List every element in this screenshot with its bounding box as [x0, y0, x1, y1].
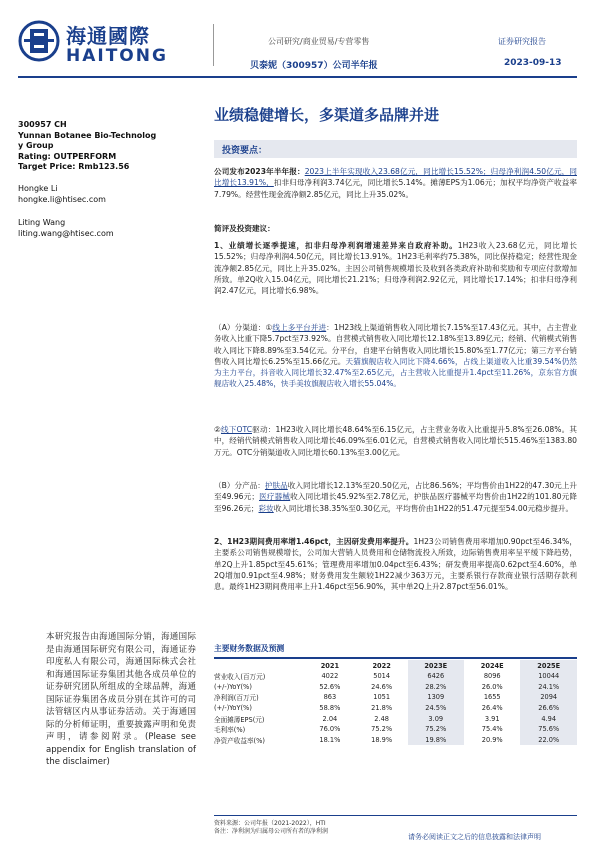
table-header-cell: 2024E	[480, 661, 504, 670]
underlined-text: 护肤品	[264, 481, 288, 490]
paragraph-results-summary	[214, 166, 577, 200]
disclaimer-text: 本研究报告由海通国际分销，海通国际是由海通国际研究有限公司，海通证券印度私人有限公司，海通国际株式会社和海通国际证券集团其他各成员单位的证券研究团队所组成的全球品牌，海通国际证券集团各成员分别在其许可的司法管辖区内从事证券活动。关于海通国际的分析师证明，重要披露声明和免责声明，请参阅附录。(Please see appendix for English translation of the disclaimer)	[46, 632, 196, 767]
paragraph-expenses	[214, 536, 577, 592]
report-date: 2023-09-13	[504, 58, 562, 68]
logo-chinese-name: 海通國際	[66, 24, 150, 48]
table-header-cell: 2023E	[408, 660, 464, 671]
table-header-cell: 2021	[320, 661, 340, 670]
table-cell: 4.94	[520, 713, 577, 724]
table-cell: 净利润(百万元)	[214, 694, 259, 703]
table-cell: 4022	[321, 672, 339, 681]
table-cell: 19.8%	[408, 735, 464, 746]
underlined-text: 医疗器械	[259, 492, 291, 502]
body-text: 1H23公司销售费用率增加0.90pct至46.34%，主要系公司销售规模增长，公司加大营销人员费用和仓储物流投入所致，边际销售费用率呈平缓下降趋势，单2Q上升1.85pct至45.61%；管理费用率增加0.04pct至6.43%；研发费用率提高0.62pct至4.60%，单2Q增加0.91pct至4.98%；财务费用发生额较1H22减少363万元，主要系银行存款商业银行活期存款利息。最终1H23期间费用率上升1.46pct至56.90%，其中单2Q上升2.87pct至56.01%。	[214, 537, 577, 592]
ticker: 300957 CH	[18, 120, 67, 129]
section-heading: 简评及投资建议：	[214, 224, 275, 233]
company-english-name: Yunnan Botanee Bio-Technolog	[18, 131, 157, 140]
table-cell: 18.9%	[371, 735, 393, 744]
body-text: 扣非归母净利润3.74亿元，同比增长5.14%。摊薄EPS为1.06元；加权平均净资产收益率7.79%。经营性现金流净额2.85亿元，同比上升35.02%。	[214, 178, 577, 199]
haitong-logo	[18, 18, 208, 68]
table-cell: 26.6%	[520, 703, 577, 714]
table-cell: 75.2%	[371, 725, 393, 734]
table-cell: 5014	[373, 672, 391, 681]
body-text: ：1H23线上渠道销售收入同比增长7.15%至17.43亿元。其中，占主营业务收入比重下降5.7pct至73.92%。自营模式销售收入同比增长12.18%至13.89亿元；经销、代销模式销售收入同比下降8.89%至3.54亿元。分平台，自建平台销售收入同比增长15.80%至1.77亿元；第三方平台销售收入同比增长6.25%至15.66亿元。	[214, 323, 577, 366]
table-bottom-rule	[214, 815, 577, 816]
table-cell: 10044	[520, 671, 577, 682]
report-title: 业绩稳健增长，多渠道多品牌并进	[214, 106, 440, 124]
table-cell: 2094	[520, 692, 577, 703]
analyst-name: Liting Wang	[18, 218, 66, 227]
lead-text: 2、1H23期间费用率增1.46pct，主因研发费用率提升。	[214, 537, 414, 546]
report-category: 公司研究/商业贸易/专营零售	[268, 37, 370, 46]
table-cell: 全面摊薄EPS(元)	[214, 715, 265, 724]
key-points-banner	[214, 140, 577, 158]
table-cell: 52.6%	[319, 682, 341, 691]
table-note: 备注：净利润为归属母公司所有者的净利润	[214, 828, 329, 835]
table-cell: 75.2%	[408, 724, 464, 735]
body-text: 收入同比增长45.92%至2.78亿元，护肤品医疗器械平均售价由1H22的101.80元降至96.26元；	[214, 492, 577, 513]
table-source: 资料来源：公司年报（2021-2022），HTI	[214, 820, 326, 827]
table-cell: 75.6%	[520, 724, 577, 735]
lead-text: （B）分产品：	[214, 481, 265, 490]
table-row	[214, 692, 577, 703]
highlight-text: 归母净利润4.50亿元，同比增长13.91%，	[214, 167, 577, 188]
table-cell: 76.0%	[319, 725, 341, 734]
lead-text: 1、业绩增长逐季提速，扣非归母净利润增速差异来自政府补助。	[214, 241, 458, 250]
table-cell: 26.4%	[481, 704, 503, 713]
lead-text: （A）分渠道：	[214, 323, 266, 332]
logo-english-name: HAITONG	[66, 46, 168, 66]
paragraph-offline	[214, 424, 577, 458]
table-cell: 20.9%	[481, 735, 503, 744]
table-cell: 24.1%	[520, 682, 577, 693]
body-text: 收入同比增长12.13%至20.50亿元，占比86.56%；平均售价由1H22的47.30元上升至49.96元；	[214, 481, 578, 502]
table-row	[214, 724, 577, 735]
table-cell: 2.04	[322, 714, 338, 723]
table-cell: 58.8%	[319, 704, 341, 713]
table-cell: 8096	[483, 672, 501, 681]
table-cell: 21.8%	[371, 704, 393, 713]
body-text: 驱动：1H23收入同比增长48.64%至6.15亿元，占主营业务收入比重提升5.8%至26.08%。其中，经销代销模式销售收入同比增长46.09%至6.01亿元，自营模式销售收入同比增长515.46%至1383.80万元。OTC分销渠道收入同比增长60.13%至3.00亿元。	[214, 425, 577, 457]
table-cell: 24.6%	[371, 682, 393, 691]
target-price: Target Price: Rmb123.56	[18, 162, 130, 171]
circled-number: ①	[265, 323, 273, 332]
table-row	[214, 735, 577, 746]
table-cell: 营业收入(百万元)	[214, 673, 266, 682]
table-top-rule	[214, 657, 577, 659]
table-cell: 6426	[408, 671, 464, 682]
body-text: 1H23收入23.68亿元，同比增长15.52%；归母净利润4.50亿元，同比增长13.91%。1H23毛利率约75.38%，同比保持稳定；经营性现金流净额2.85亿元，同比上升35.02%。主因公司销售规模增长及收到各类政府补助和奖励和专项应付款增加所致。单2Q收入15.04亿元，同比增长21.21%；归母净利润2.92亿元，同比增长17.14%；扣非归母净利润2.47亿元，同比增长6.98%。	[214, 241, 577, 296]
footer-disclosure: 请务必阅读正文之后的信息披露和法律声明	[408, 833, 541, 841]
company-english-name-cont: y Group	[18, 141, 54, 150]
table-row	[214, 703, 577, 714]
table-cell: 净资产收益率(%)	[214, 736, 265, 745]
table-cell: 18.1%	[319, 735, 341, 744]
table-row	[214, 682, 577, 693]
table-cell: 3.09	[408, 713, 464, 724]
circled-number: ②	[214, 425, 221, 434]
table-cell: (+/-)YoY(%)	[214, 704, 252, 713]
table-cell: 1309	[408, 692, 464, 703]
table-cell: 3.91	[484, 714, 500, 723]
paragraph-channels	[214, 322, 577, 390]
table-row	[214, 713, 577, 724]
key-points-label: 投资要点：	[222, 146, 268, 156]
underlined-text: 彩妆	[258, 503, 274, 513]
table-cell: 26.0%	[481, 682, 503, 691]
highlight-text: 天猫旗舰店收入同比下降4.66%，占线上渠道收入比重39.54%仍然为主力平台，抖音收入同比增长32.47%至2.65亿元，占主营收入比重提升1.4pct至11.26%，京东官方旗舰店收入25.48%，快手美妆旗舰店收入增长55.04%。	[214, 356, 577, 389]
table-cell: 1655	[483, 693, 501, 702]
table-cell: 863	[323, 693, 337, 702]
report-type: 证券研究报告	[498, 37, 546, 46]
table-header-row	[214, 660, 577, 671]
table-header-cell: 2022	[372, 661, 391, 670]
table-row	[214, 671, 577, 682]
table-header-cell: 2025E	[520, 660, 577, 671]
analyst-email[interactable]: liting.wang@htisec.com	[18, 229, 114, 238]
table-cell: 75.4%	[481, 725, 503, 734]
highlight-text: 2023上半年实现收入23.68亿元，同比增长15.52%；	[304, 167, 491, 176]
table-cell: 24.5%	[408, 703, 464, 714]
company-line: 贝泰妮（300957）公司半年报	[250, 61, 378, 71]
analyst-name: Hongke Li	[18, 184, 58, 193]
paragraph-products	[214, 480, 577, 514]
underlined-text: 线下OTC	[220, 425, 252, 434]
paragraph-growth	[214, 240, 577, 296]
table-cell: 毛利率(%)	[214, 726, 246, 735]
table-cell: 28.2%	[408, 682, 464, 693]
table-cell: 22.0%	[520, 735, 577, 746]
header-rule	[18, 76, 577, 78]
underlined-text: 线上多平台并进	[272, 323, 327, 332]
body-text: 收入同比增长38.35%至0.30亿元，平均售价由1H22的51.47元提至54.00元稳步提升。	[273, 503, 574, 513]
financial-table	[214, 660, 577, 745]
rating: Rating: OUTPERFORM	[18, 152, 117, 161]
financial-table-title: 主要财务数据及预测	[214, 644, 285, 653]
table-cell: 1051	[373, 693, 391, 702]
table-cell: (+/-)YoY(%)	[214, 682, 252, 691]
haitong-logo-mark-icon	[18, 20, 60, 62]
table-header-cell	[214, 660, 304, 671]
table-cell: 2.48	[374, 714, 389, 723]
header-divider	[213, 24, 214, 66]
lead-text: 公司发布2023年半年报：	[214, 167, 305, 176]
analyst-email[interactable]: hongke.li@htisec.com	[18, 195, 106, 204]
